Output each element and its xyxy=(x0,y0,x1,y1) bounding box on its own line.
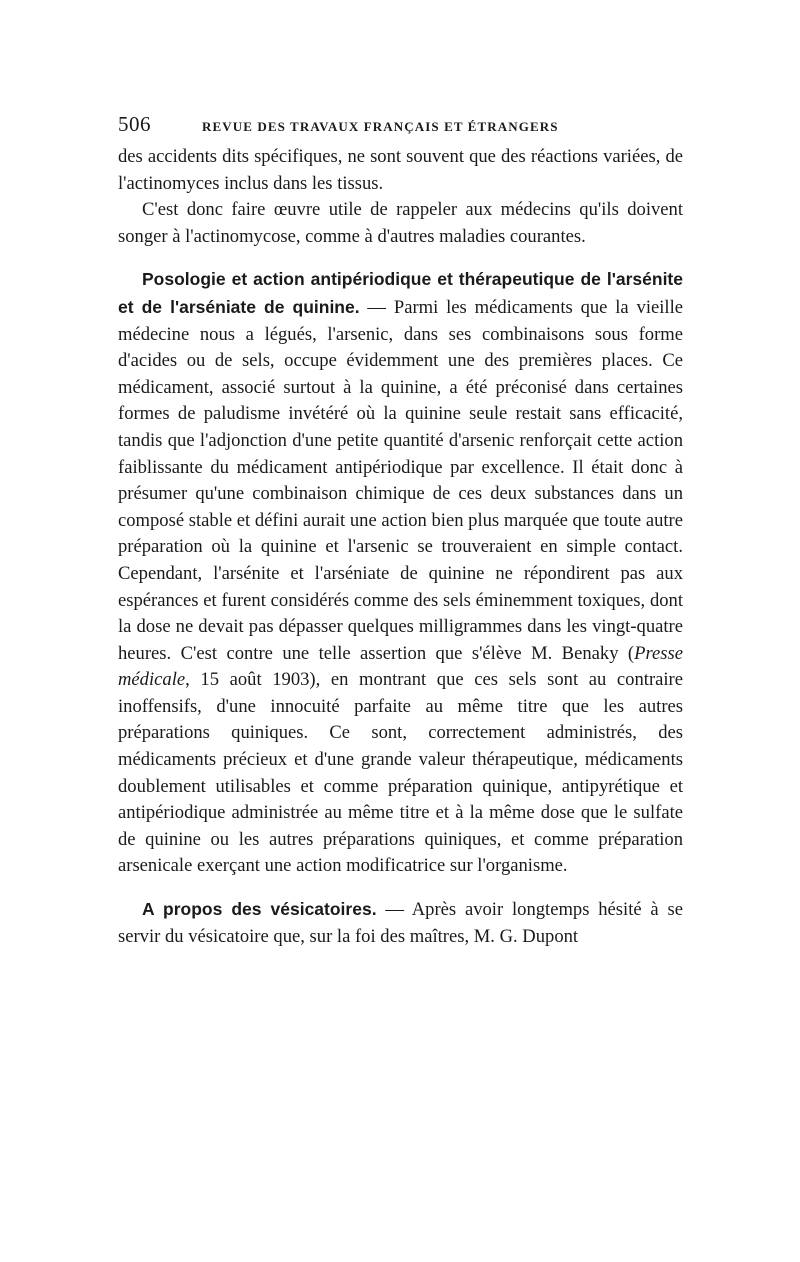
section-posologie xyxy=(118,266,683,880)
section-text-posologie-b: , 15 août 1903), en montrant que ces sels sont au contraire inoffensifs, d'une innocuité parfaite au même titre que les autres préparations quiniques. Ce sont, correctement administrés, des médicaments précieux et d'une grande valeur thérapeutique, médicaments doublement utilisables et comme préparation quinique, antipyrétique et antipériodique administrée au même titre et à la même dose que le sulfate de quinine ou les autres préparations quiniques, et comme préparation arsenicale exerçant une action modificatrice sur l'organisme. xyxy=(118,669,683,877)
section-text-vesicatoires: — Après avoir longtemps hésité à se servir du vésicatoire que, sur la foi des maîtres, M. G. Dupont xyxy=(118,899,683,947)
section-text-posologie-a: — Parmi les médicaments que la vieille médecine nous a légués, l'arsenic, dans ses combinaisons sous forme d'acides ou de sels, occupe évidemment une des premières places. Ce médicament, associé surtout à la quinine, a été préconisé dans certaines formes de paludisme invétéré où la quinine seule restait sans efficacité, tandis que l'adjonction d'une petite quantité d'arsenic renforçait cette action faiblissante du médicament antipériodique par excellence. Il était donc à présumer qu'une combinaison chimique de ces deux substances dans un composé stable et défini aurait une action bien plus marquée que toute autre préparation où la quinine et l'arsenic se trouveraient en simple contact. Cependant, l'arsénite et l'arséniate de quinine ne répondirent pas aux espérances et furent considérés comme des sels éminemment toxiques, dont la dose ne devait pas dépasser quelques milligrammes dans les vingt-quatre heures. C'est contre une telle assertion que s'élève M. Benaky ( xyxy=(118,296,683,664)
paragraph-actinomyces-end: des accidents dits spécifiques, ne sont souvent que des réactions variées, de l'actinomyces inclus dans les tissus. xyxy=(118,146,683,194)
section-vesicatoires xyxy=(118,896,683,950)
journal-citation: Presse médicale xyxy=(118,642,683,691)
page xyxy=(118,112,683,950)
section-heading-vesicatoires: A propos des vésicatoires. xyxy=(142,899,377,920)
section-heading-posologie: Posologie et action antipériodique et thérapeutique de l'arsénite et de l'arséniate de quinine. xyxy=(118,269,683,317)
running-head xyxy=(118,112,683,144)
running-title: REVUE DES TRAVAUX FRANÇAIS ET ÉTRANGERS xyxy=(202,119,559,134)
paragraph-actinomycose: C'est donc faire œuvre utile de rappeler aux médecins qu'ils doivent songer à l'actinomycose, comme à d'autres maladies courantes. xyxy=(118,199,683,247)
page-number: 506 xyxy=(118,112,151,136)
